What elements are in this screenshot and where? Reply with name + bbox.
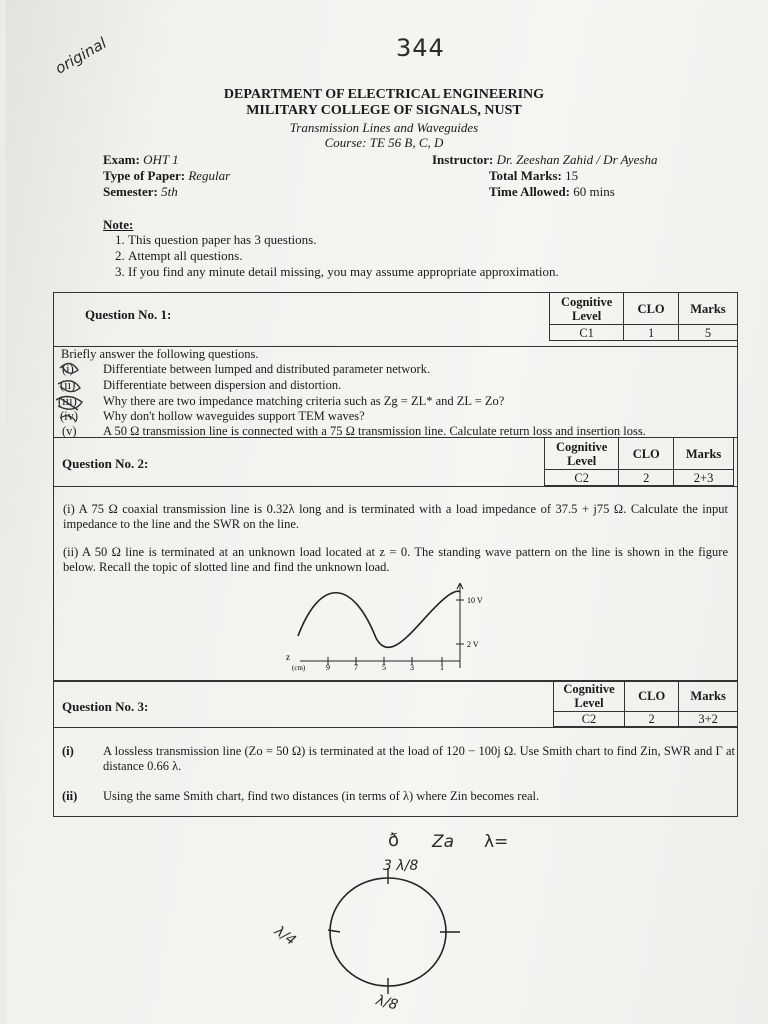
semester-info: Semester: 5th <box>103 184 178 199</box>
handwritten-note: Za <box>432 832 455 852</box>
page-number-annotation: 344 <box>396 34 445 62</box>
q1-item: Differentiate between lumped and distributed parameter network. <box>103 362 431 376</box>
note-item: 2. Attempt all questions. <box>128 248 688 264</box>
standing-wave-figure <box>280 578 510 678</box>
q3-title: Question No. 3: <box>62 699 149 714</box>
q2-clo-value: 2 <box>619 470 674 486</box>
q3-item-number: (i) <box>62 744 74 758</box>
q1-item: Differentiate between dispersion and distortion. <box>103 378 342 392</box>
q1-intro: Briefly answer the following questions. <box>61 347 259 361</box>
time-allowed-info: Time Allowed: 60 mins <box>489 184 615 199</box>
q1-item-number: (iv) <box>60 409 79 423</box>
cognitive-header: Cognitive Level <box>545 438 619 470</box>
q3-item-number: (ii) <box>62 789 78 803</box>
q1-marks-table <box>549 292 738 341</box>
smith-circle-sketch <box>300 860 480 1010</box>
q1-item-number: (ii) <box>60 378 76 392</box>
q2-marks-value: 2+3 <box>674 470 734 486</box>
college-title: MILITARY COLLEGE OF SIGNALS, NUST <box>246 103 522 118</box>
z-tick-label: 9 <box>326 663 330 672</box>
vmax-label: 10 V <box>467 596 483 605</box>
z-tick-label: 7 <box>354 663 358 672</box>
cognitive-header: Cognitive Level <box>550 293 624 325</box>
circle-label-left: λ/4 <box>271 923 299 949</box>
original-stamp: original <box>52 33 110 78</box>
note-item: 1. This question paper has 3 questions. <box>128 232 688 248</box>
marks-header: Marks <box>678 293 737 325</box>
subject-title: Transmission Lines and Waveguides <box>289 120 479 135</box>
total-marks-info: Total Marks: 15 <box>489 168 579 183</box>
q3-marks-value: 3+2 <box>679 712 738 727</box>
department-title: DEPARTMENT OF ELECTRICAL ENGINEERING <box>223 87 545 102</box>
q2-part-ii: (ii) A 50 Ω line is terminated at an unknown load located at z = 0. The standing wave pattern on the line is shown in the figure below. Recall the topic of slotted line and find the unknown load. <box>63 545 728 574</box>
q1-item-number: (v) <box>62 424 77 438</box>
q1-item: Why there are two impedance matching criteria such as Zg = ZL* and ZL = Zo? <box>103 394 505 408</box>
marks-header: Marks <box>679 681 738 712</box>
course-title: Course: TE 56 B, C, D <box>324 135 444 150</box>
q1-item: Why don't hollow waveguides support TEM waves? <box>103 409 365 423</box>
z-tick-label: 1 <box>440 663 444 672</box>
z-tick-label: 5 <box>382 663 386 672</box>
q2-title: Question No. 2: <box>62 456 149 471</box>
handwritten-note: λ= <box>484 832 509 852</box>
vmin-label: 2 V <box>467 640 479 649</box>
circle-label-bottom: λ/8 <box>374 992 400 1014</box>
q1-clo-value: 1 <box>624 325 679 341</box>
q3-clo-value: 2 <box>625 712 679 727</box>
marks-header: Marks <box>674 438 734 470</box>
q2-cognitive-value: C2 <box>545 470 619 486</box>
clo-header: CLO <box>625 681 679 712</box>
note-item: 3. If you find any minute detail missing, you may assume appropriate approximation. <box>128 264 688 280</box>
instructor-info: Instructor: Dr. Zeeshan Zahid / Dr Ayesha <box>432 152 658 167</box>
note-title: Note: <box>103 217 134 232</box>
handwritten-note: ð <box>388 830 400 851</box>
q3-cognitive-value: C2 <box>554 712 625 727</box>
cognitive-header: Cognitive Level <box>554 681 625 712</box>
q1-marks-value: 5 <box>678 325 737 341</box>
exam-info: Exam: OHT 1 <box>103 152 179 167</box>
q1-cognitive-value: C1 <box>550 325 624 341</box>
q2-marks-table <box>544 437 734 486</box>
q3-item: A lossless transmission line (Zo = 50 Ω) is terminated at the load of 120 − 100j Ω. Use Smith chart to find Zin, SWR and Γ at distance 0.66 λ. <box>103 744 735 773</box>
q1-title: Question No. 1: <box>85 307 172 322</box>
note-list <box>108 232 688 280</box>
q3-item: Using the same Smith chart, find two distances (in terms of λ) where Zin becomes real. <box>103 789 540 803</box>
z-tick-label: 3 <box>410 663 414 672</box>
circle-label-top: 3 λ/8 <box>383 858 419 874</box>
scribble-marks <box>50 358 100 433</box>
clo-header: CLO <box>624 293 679 325</box>
sketch-circle <box>330 878 446 986</box>
paper-type-info: Type of Paper: Regular <box>103 168 231 183</box>
z-axis-label: z <box>286 652 290 662</box>
q1-item-number: (iii) <box>58 394 77 408</box>
q2-part-i: (i) A 75 Ω coaxial transmission line is 0.32λ long and is terminated with a load impedance of 37.5 + j75 Ω. Calculate the input impedance to the line and the SWR on the line. <box>63 502 728 531</box>
standing-wave-curve <box>298 591 460 647</box>
q3-marks-table <box>553 680 738 727</box>
unit-label: (cm) <box>292 664 306 672</box>
clo-header: CLO <box>619 438 674 470</box>
q1-item-number: (i) <box>62 362 74 376</box>
q1-item: A 50 Ω transmission line is connected with a 75 Ω transmission line. Calculate return loss and insertion loss. <box>103 424 646 438</box>
